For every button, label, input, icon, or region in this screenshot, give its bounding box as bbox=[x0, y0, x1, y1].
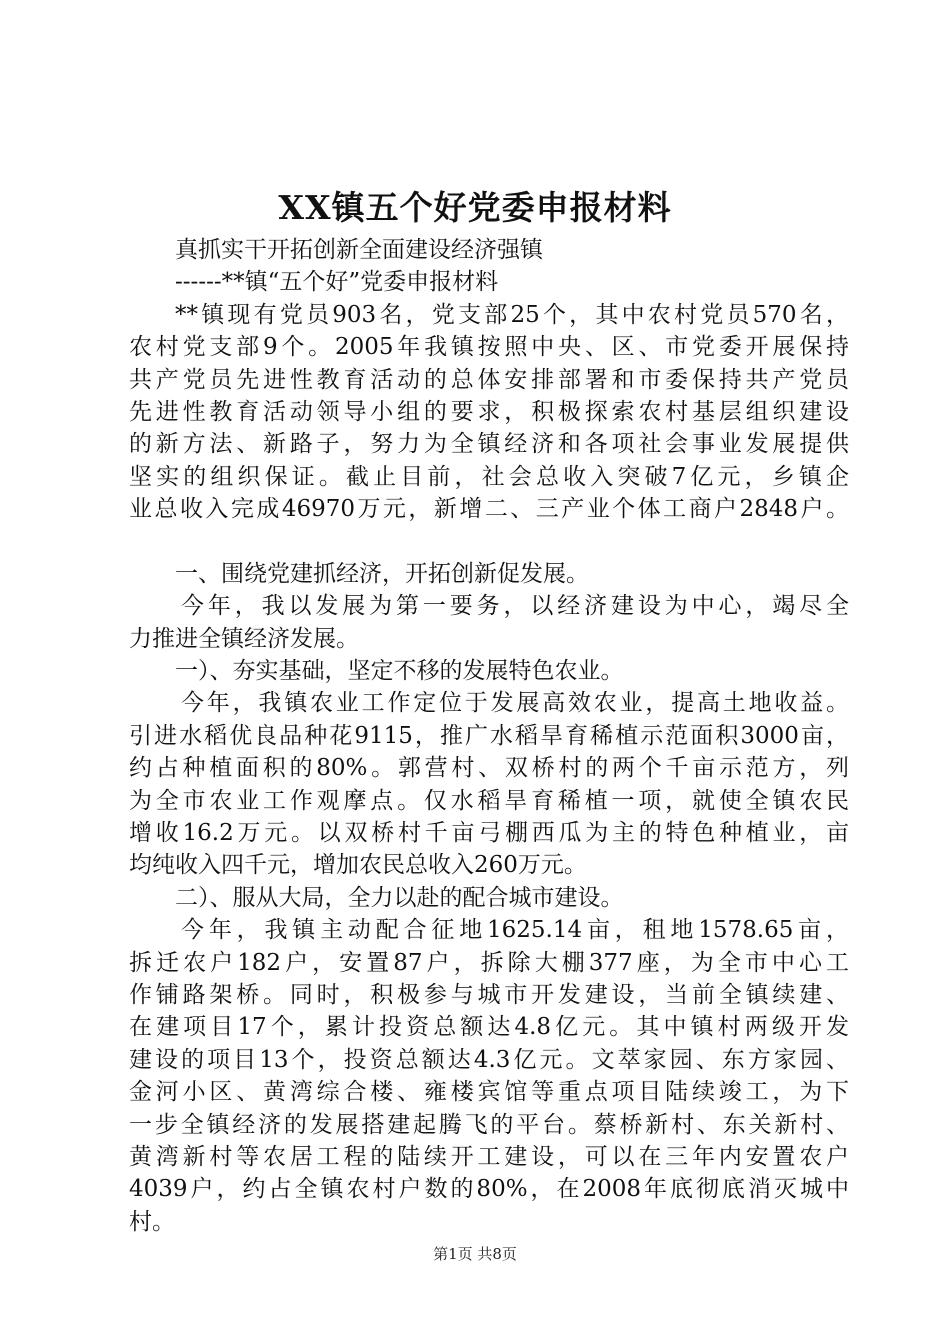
paragraph-line: 一步全镇经济的发展搭建起腾飞的平台。蔡桥新村、东关新村、 bbox=[129, 1111, 849, 1138]
paragraph-line: 先进性教育活动领导小组的要求，积极探索农村基层组织建设 bbox=[129, 398, 849, 425]
paragraph-line: 作铺路架桥。同时，积极参与城市开发建设，当前全镇续建、 bbox=[129, 981, 849, 1008]
paragraph-line: 业总收入完成46970万元，新增二、三产业个体工商户2848户。 bbox=[129, 496, 849, 523]
subsection-heading: 二）、服从大局，全力以赴的配合城市建设。 bbox=[175, 884, 624, 911]
paragraph-line: 引进水稻优良品种花9115，推广水稻旱育稀植示范面积3000亩， bbox=[129, 722, 849, 749]
paragraph-line: 村。 bbox=[129, 1208, 175, 1235]
paragraph-line: 在建项目17个，累计投资总额达4.8亿元。其中镇村两级开发 bbox=[129, 1014, 849, 1041]
subtitle-line: 真抓实干开拓创新全面建设经济强镇 bbox=[175, 237, 543, 263]
paragraph-gap bbox=[129, 526, 849, 558]
paragraph-line: 增收16.2万元。以双桥村千亩弓棚西瓜为主的特色种植业，亩 bbox=[129, 820, 849, 847]
page-number: 第1页 共8页 bbox=[433, 1245, 517, 1263]
paragraph-line: **镇现有党员903名，党支部25个，其中农村党员570名， bbox=[175, 301, 849, 328]
paragraph-line: 均纯收入四千元，增加农民总收入260万元。 bbox=[129, 852, 587, 879]
subsection-heading: 一）、夯实基础，坚定不移的发展特色农业。 bbox=[175, 658, 624, 685]
paragraph-line: 共产党员先进性教育活动的总体安排部署和市委保持共产党员 bbox=[129, 366, 849, 393]
paragraph-line: 今年，我镇农业工作定位于发展高效农业，提高土地收益。 bbox=[181, 690, 849, 717]
subtitle-line: ------**镇“五个好”党委申报材料 bbox=[175, 269, 499, 296]
section-heading: 一、围绕党建抓经济，开拓创新促发展。 bbox=[175, 560, 589, 587]
paragraph-line: 拆迁农户182户，安置87户，拆除大棚377座，为全市中心工 bbox=[129, 949, 849, 976]
paragraph-line: 为全市农业工作观摩点。仅水稻旱育稀植一项，就使全镇农民 bbox=[129, 787, 849, 814]
document-body bbox=[129, 234, 849, 1238]
paragraph-line: 坚实的组织保证。截止目前，社会总收入突破7亿元，乡镇企 bbox=[129, 463, 849, 490]
paragraph-line: 今年，我以发展为第一要务，以经济建设为中心，竭尽全 bbox=[181, 593, 849, 620]
paragraph-line: 4039户，约占全镇农村户数的80%，在2008年底彻底消灭城中 bbox=[129, 1176, 849, 1203]
paragraph-line: 约占种植面积的80%。郭营村、双桥村的两个千亩示范方，列 bbox=[129, 755, 849, 782]
document-title: XX镇五个好党委申报材料 bbox=[278, 188, 672, 227]
paragraph-line: 金河小区、黄湾综合楼、雍楼宾馆等重点项目陆续竣工，为下 bbox=[129, 1079, 849, 1106]
paragraph-line: 建设的项目13个，投资总额达4.3亿元。文萃家园、东方家园、 bbox=[129, 1046, 849, 1073]
paragraph-line: 农村党支部9个。2005年我镇按照中央、区、市党委开展保持 bbox=[129, 334, 849, 361]
paragraph-line: 黄湾新村等农居工程的陆续开工建设，可以在三年内安置农户 bbox=[129, 1143, 849, 1170]
paragraph-line: 力推进全镇经济发展。 bbox=[129, 625, 359, 652]
paragraph-line: 的新方法、新路子，努力为全镇经济和各项社会事业发展提供 bbox=[129, 431, 849, 458]
paragraph-line: 今年，我镇主动配合征地1625.14亩，租地1578.65亩， bbox=[181, 917, 849, 944]
